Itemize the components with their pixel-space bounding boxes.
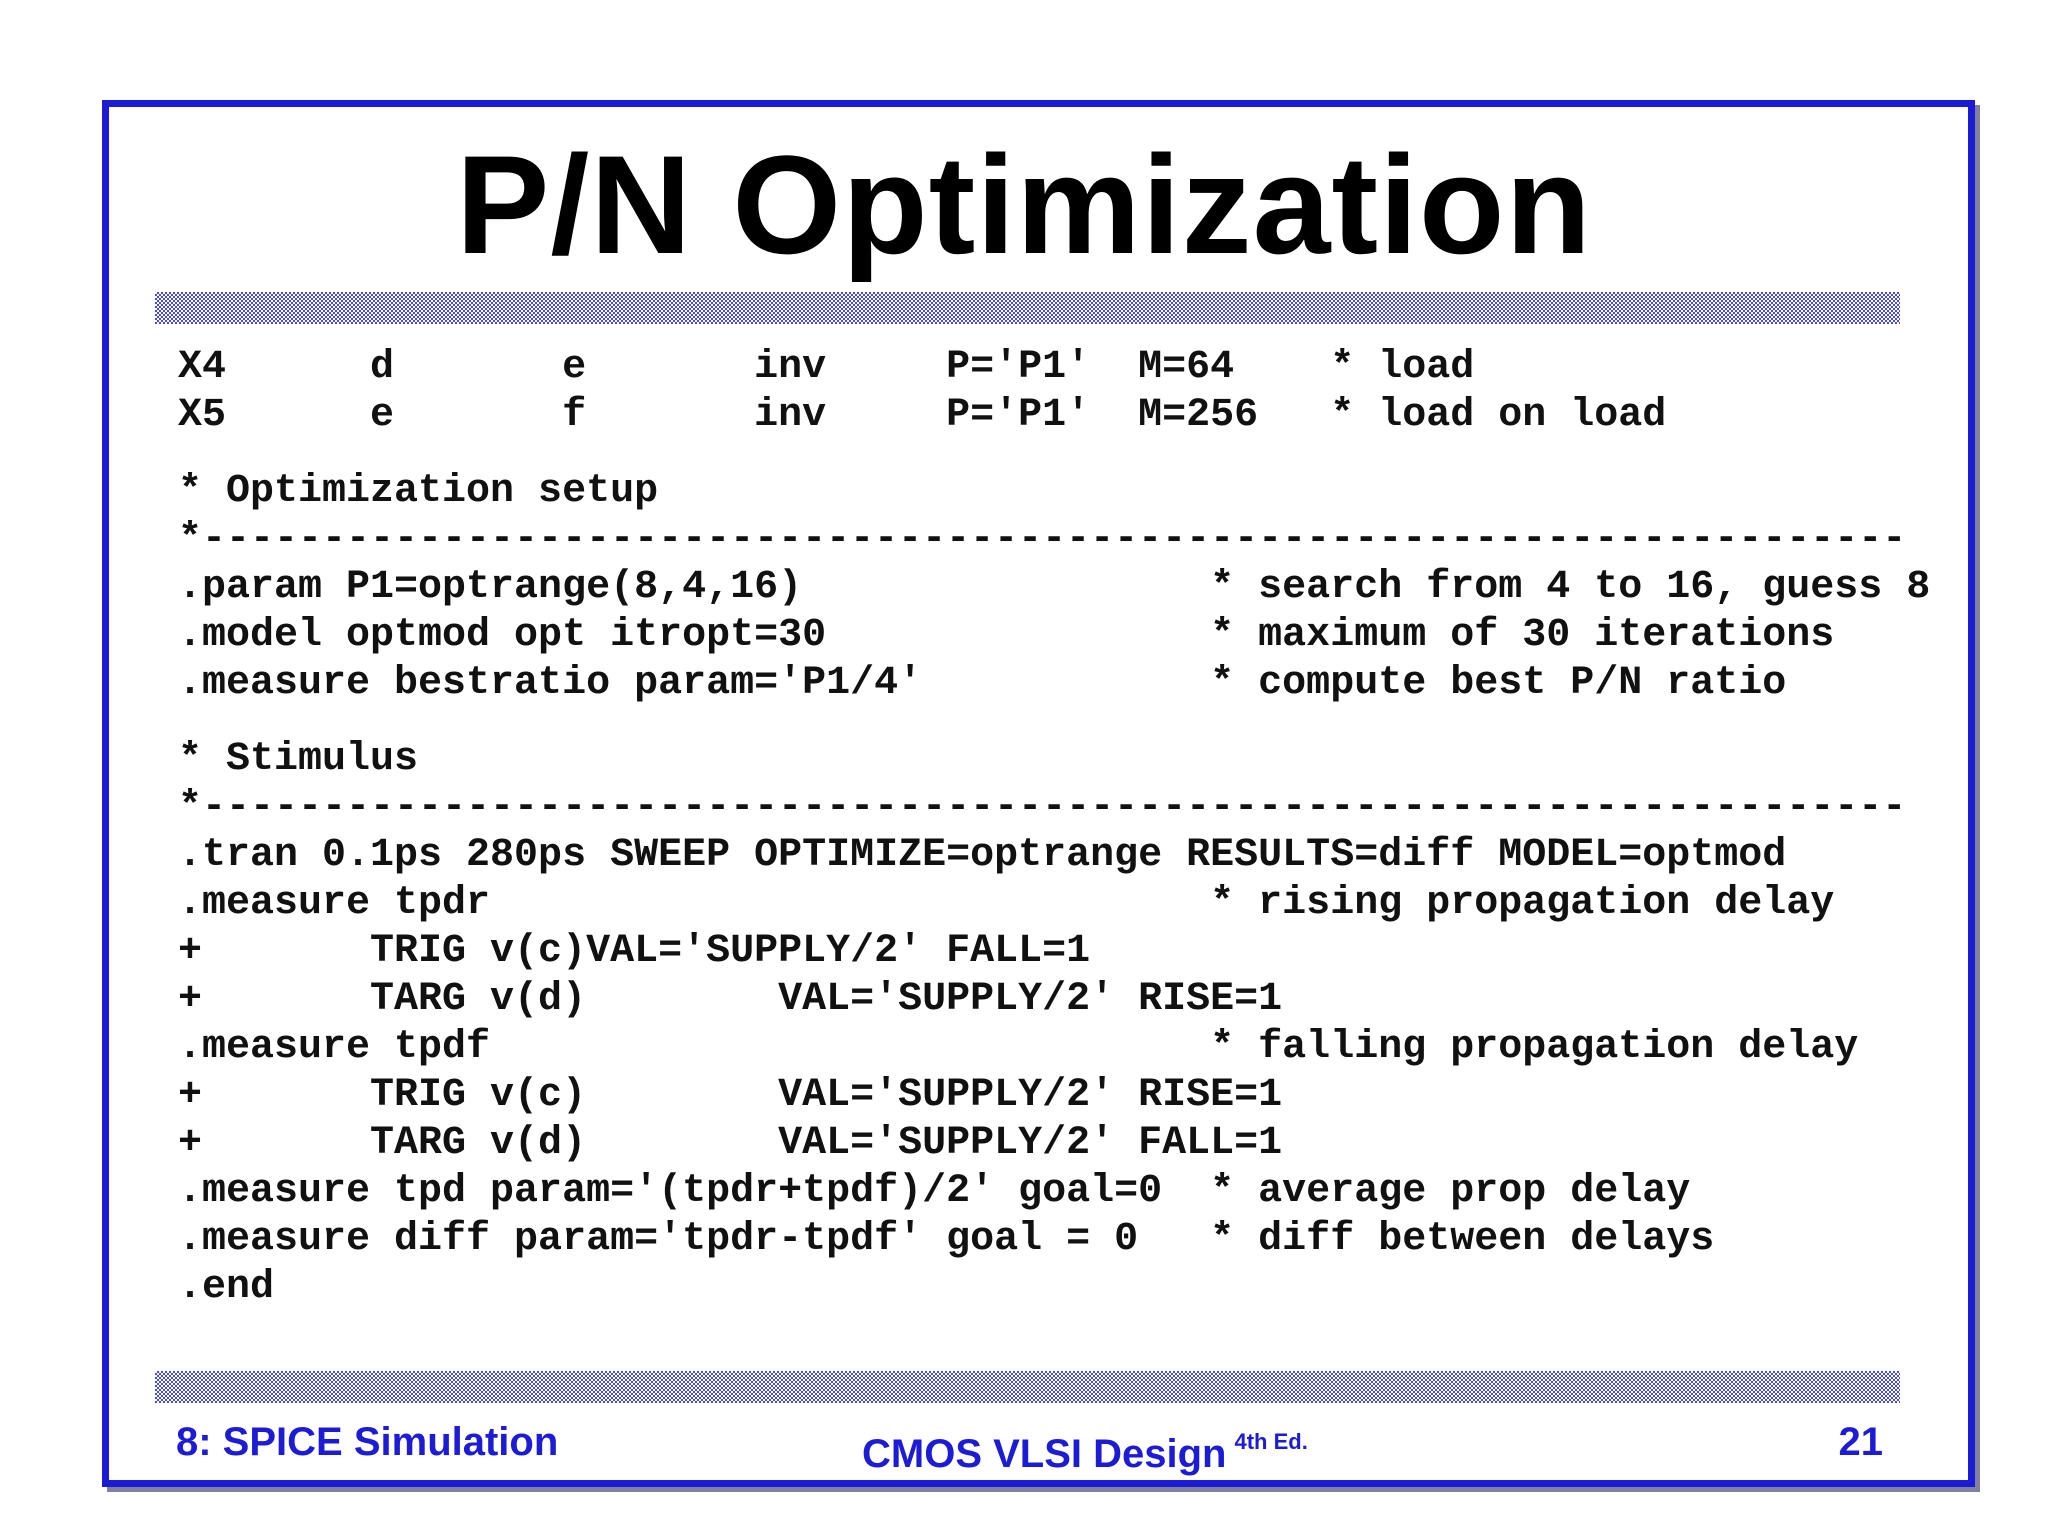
code-line: .param P1=optrange(8,4,16) * search from 4 to 16, guess 8 bbox=[178, 565, 1931, 610]
code-line: X5 e f inv P='P1' M=256 * load on load bbox=[178, 393, 1667, 438]
code-line: *----------------------------------------------------------------------- bbox=[178, 517, 1907, 562]
code-line: .measure bestratio param='P1/4' * compute best P/N ratio bbox=[178, 661, 1787, 706]
code-line: .measure tpd param='(tpdr+tpdf)/2' goal=0 * average prop delay bbox=[178, 1169, 1691, 1214]
code-line: + TARG v(d) VAL='SUPPLY/2' RISE=1 bbox=[178, 977, 1283, 1022]
page-number: 21 bbox=[1838, 1420, 1883, 1464]
code-line: .measure tpdr * rising propagation delay bbox=[178, 881, 1835, 926]
code-line: .model optmod opt itropt=30 * maximum of 30 iterations bbox=[178, 613, 1835, 658]
slide-title: P/N Optimization bbox=[456, 126, 1592, 283]
top-divider-bar bbox=[155, 292, 1900, 324]
code-line: .end bbox=[178, 1265, 275, 1310]
code-line: + TARG v(d) VAL='SUPPLY/2' FALL=1 bbox=[178, 1121, 1283, 1166]
code-line: .tran 0.1ps 280ps SWEEP OPTIMIZE=optrange RESULTS=diff MODEL=optmod bbox=[178, 833, 1787, 878]
code-line: *----------------------------------------------------------------------- bbox=[178, 785, 1907, 830]
code-line: * Optimization setup bbox=[178, 469, 659, 514]
footer-course-name: CMOS VLSI Design bbox=[862, 1432, 1227, 1476]
footer-course-title bbox=[862, 1418, 1308, 1478]
code-line: .measure tpdf * falling propagation delay bbox=[178, 1025, 1859, 1070]
footer-chapter: 8: SPICE Simulation bbox=[176, 1420, 559, 1464]
bottom-divider-bar bbox=[155, 1371, 1900, 1403]
code-line: X4 d e inv P='P1' M=64 * load bbox=[178, 345, 1475, 390]
footer-edition: 4th Ed. bbox=[1234, 1429, 1308, 1454]
code-line: .measure diff param='tpdr-tpdf' goal = 0 * diff between delays bbox=[178, 1217, 1715, 1262]
code-line: + TRIG v(c) VAL='SUPPLY/2' RISE=1 bbox=[178, 1073, 1283, 1118]
code-line: * Stimulus bbox=[178, 737, 419, 782]
code-line: + TRIG v(c)VAL='SUPPLY/2' FALL=1 bbox=[178, 929, 1091, 974]
